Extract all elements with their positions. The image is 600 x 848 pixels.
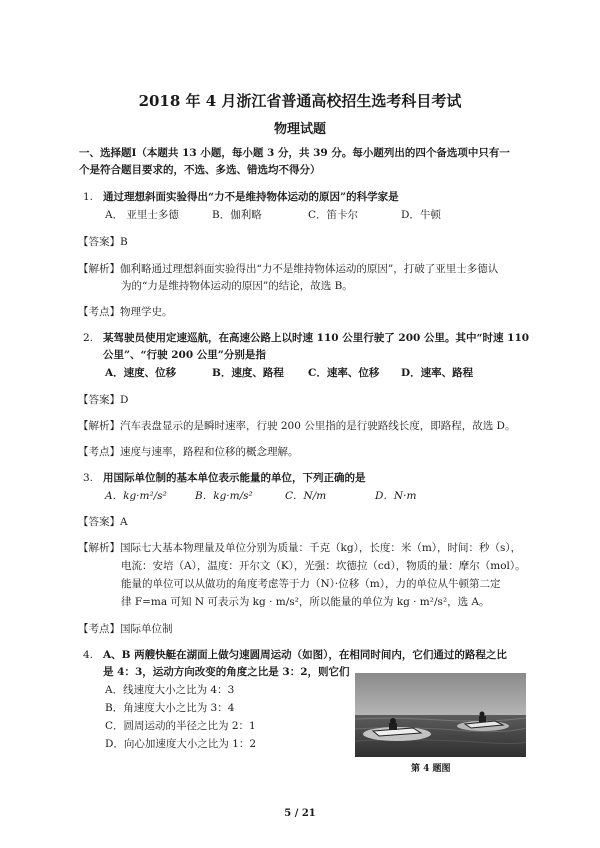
q3-answer: 【答案】A xyxy=(78,516,128,528)
q4-option-c: C．圆周运动的半径之比为 2：1 xyxy=(105,720,256,732)
page-title: 2018 年 4 月浙江省普通高校招生选考科目考试 xyxy=(138,92,462,110)
q4-number: 4. xyxy=(83,649,94,661)
q4-option-b: B．角速度大小之比为 3：4 xyxy=(105,702,235,714)
q1-answer: 【答案】B xyxy=(78,236,128,248)
q4-stem-line1: A、B 两艘快艇在湖面上做匀速圆周运动（如图），在相同时间内，它们通过的路程之比 xyxy=(103,649,507,661)
q4-stem-line2: 是 4：3，运动方向改变的角度之比是 3：2，则它们 xyxy=(103,666,350,678)
section-heading-line1: 一、选择题Ⅰ（本题共 13 小题，每小题 3 分，共 39 分。每小题列出的四个备选项中只有一 xyxy=(79,147,510,159)
q2-point: 【考点】速度与速率，路程和位移的概念理解。 xyxy=(78,446,299,458)
q2-option-b: B．速度、路程 xyxy=(212,367,284,379)
q3-stem: 用国际单位制的基本单位表示能量的单位，下列正确的是 xyxy=(103,472,366,484)
q4-option-d: D．向心加速度大小之比为 1：2 xyxy=(105,738,257,750)
q3-option-a: A．kg·m²/s² xyxy=(105,490,167,502)
q2-stem-line1: 某驾驶员使用定速巡航，在高速公路上以时速 110 公里行驶了 200 公里。其中“时速 110 xyxy=(103,332,530,344)
speedboat-photo xyxy=(355,673,526,757)
q1-analysis-line2: 为的“力是维持物体运动的原因”的结论，故选 B。 xyxy=(121,280,353,292)
q3-option-b: B．kg·m/s² xyxy=(195,490,253,502)
q2-option-c: C．速率、位移 xyxy=(308,367,380,379)
q2-number: 2. xyxy=(83,332,94,344)
q2-stem-line2: 公里”、“行驶 200 公里”分别是指 xyxy=(103,349,266,361)
q3-analysis-line4: 律 F=ma 可知 N 可表示为 kg · m/s²，所以能量的单位为 kg · m²/s²，选 A。 xyxy=(121,596,490,608)
q3-analysis-line2: 电流：安培（A），温度：开尔文（K），光强：坎德拉（cd），物质的量：摩尔（mol）。 xyxy=(121,560,526,572)
q4-option-a: A．线速度大小之比为 4：3 xyxy=(105,684,235,696)
q1-option-b: B．伽利略 xyxy=(212,209,262,221)
q2-option-a: A．速度、位移 xyxy=(105,367,177,379)
q3-option-d: D．N·m xyxy=(375,490,417,502)
q2-analysis: 【解析】汽车表盘显示的是瞬时速率，行驶 200 公里指的是行驶路线长度，即路程，故选 D。 xyxy=(78,420,516,432)
q1-option-a: A． 亚里士多德 xyxy=(105,209,179,221)
q2-option-d: D．速率、路程 xyxy=(401,367,474,379)
q3-point: 【考点】国际单位制 xyxy=(78,623,173,635)
q4-figure-caption: 第 4 题图 xyxy=(411,764,451,774)
q1-analysis-line1: 【解析】伽利略通过理想斜面实验得出“力不是维持物体运动的原因”，打破了亚里士多德认 xyxy=(78,263,499,275)
q3-number: 3. xyxy=(83,472,94,484)
q1-stem: 通过理想斜面实验得出“力不是维持物体运动的原因”的科学家是 xyxy=(103,191,399,203)
q3-option-c: C．N/m xyxy=(285,490,327,502)
q3-analysis-line1: 【解析】国际七大基本物理量及单位分别为质量：千克（kg），长度：米（m），时间：秒（s）， xyxy=(78,542,522,554)
q1-option-d: D．牛顿 xyxy=(401,209,441,221)
q1-option-c: C．笛卡尔 xyxy=(308,209,359,221)
q1-number: 1. xyxy=(83,191,94,203)
q1-point: 【考点】物理学史。 xyxy=(78,306,173,318)
page-subtitle: 物理试题 xyxy=(273,122,326,137)
q2-answer: 【答案】D xyxy=(78,394,129,406)
page-number: 5 / 21 xyxy=(284,808,316,819)
section-heading-line2: 个是符合题目要求的，不选、多选、错选均不得分） xyxy=(79,164,321,176)
q3-analysis-line3: 能量的单位可以从做功的角度考虑等于力（N）·位移（m），力的单位从牛顿第二定 xyxy=(121,578,501,590)
